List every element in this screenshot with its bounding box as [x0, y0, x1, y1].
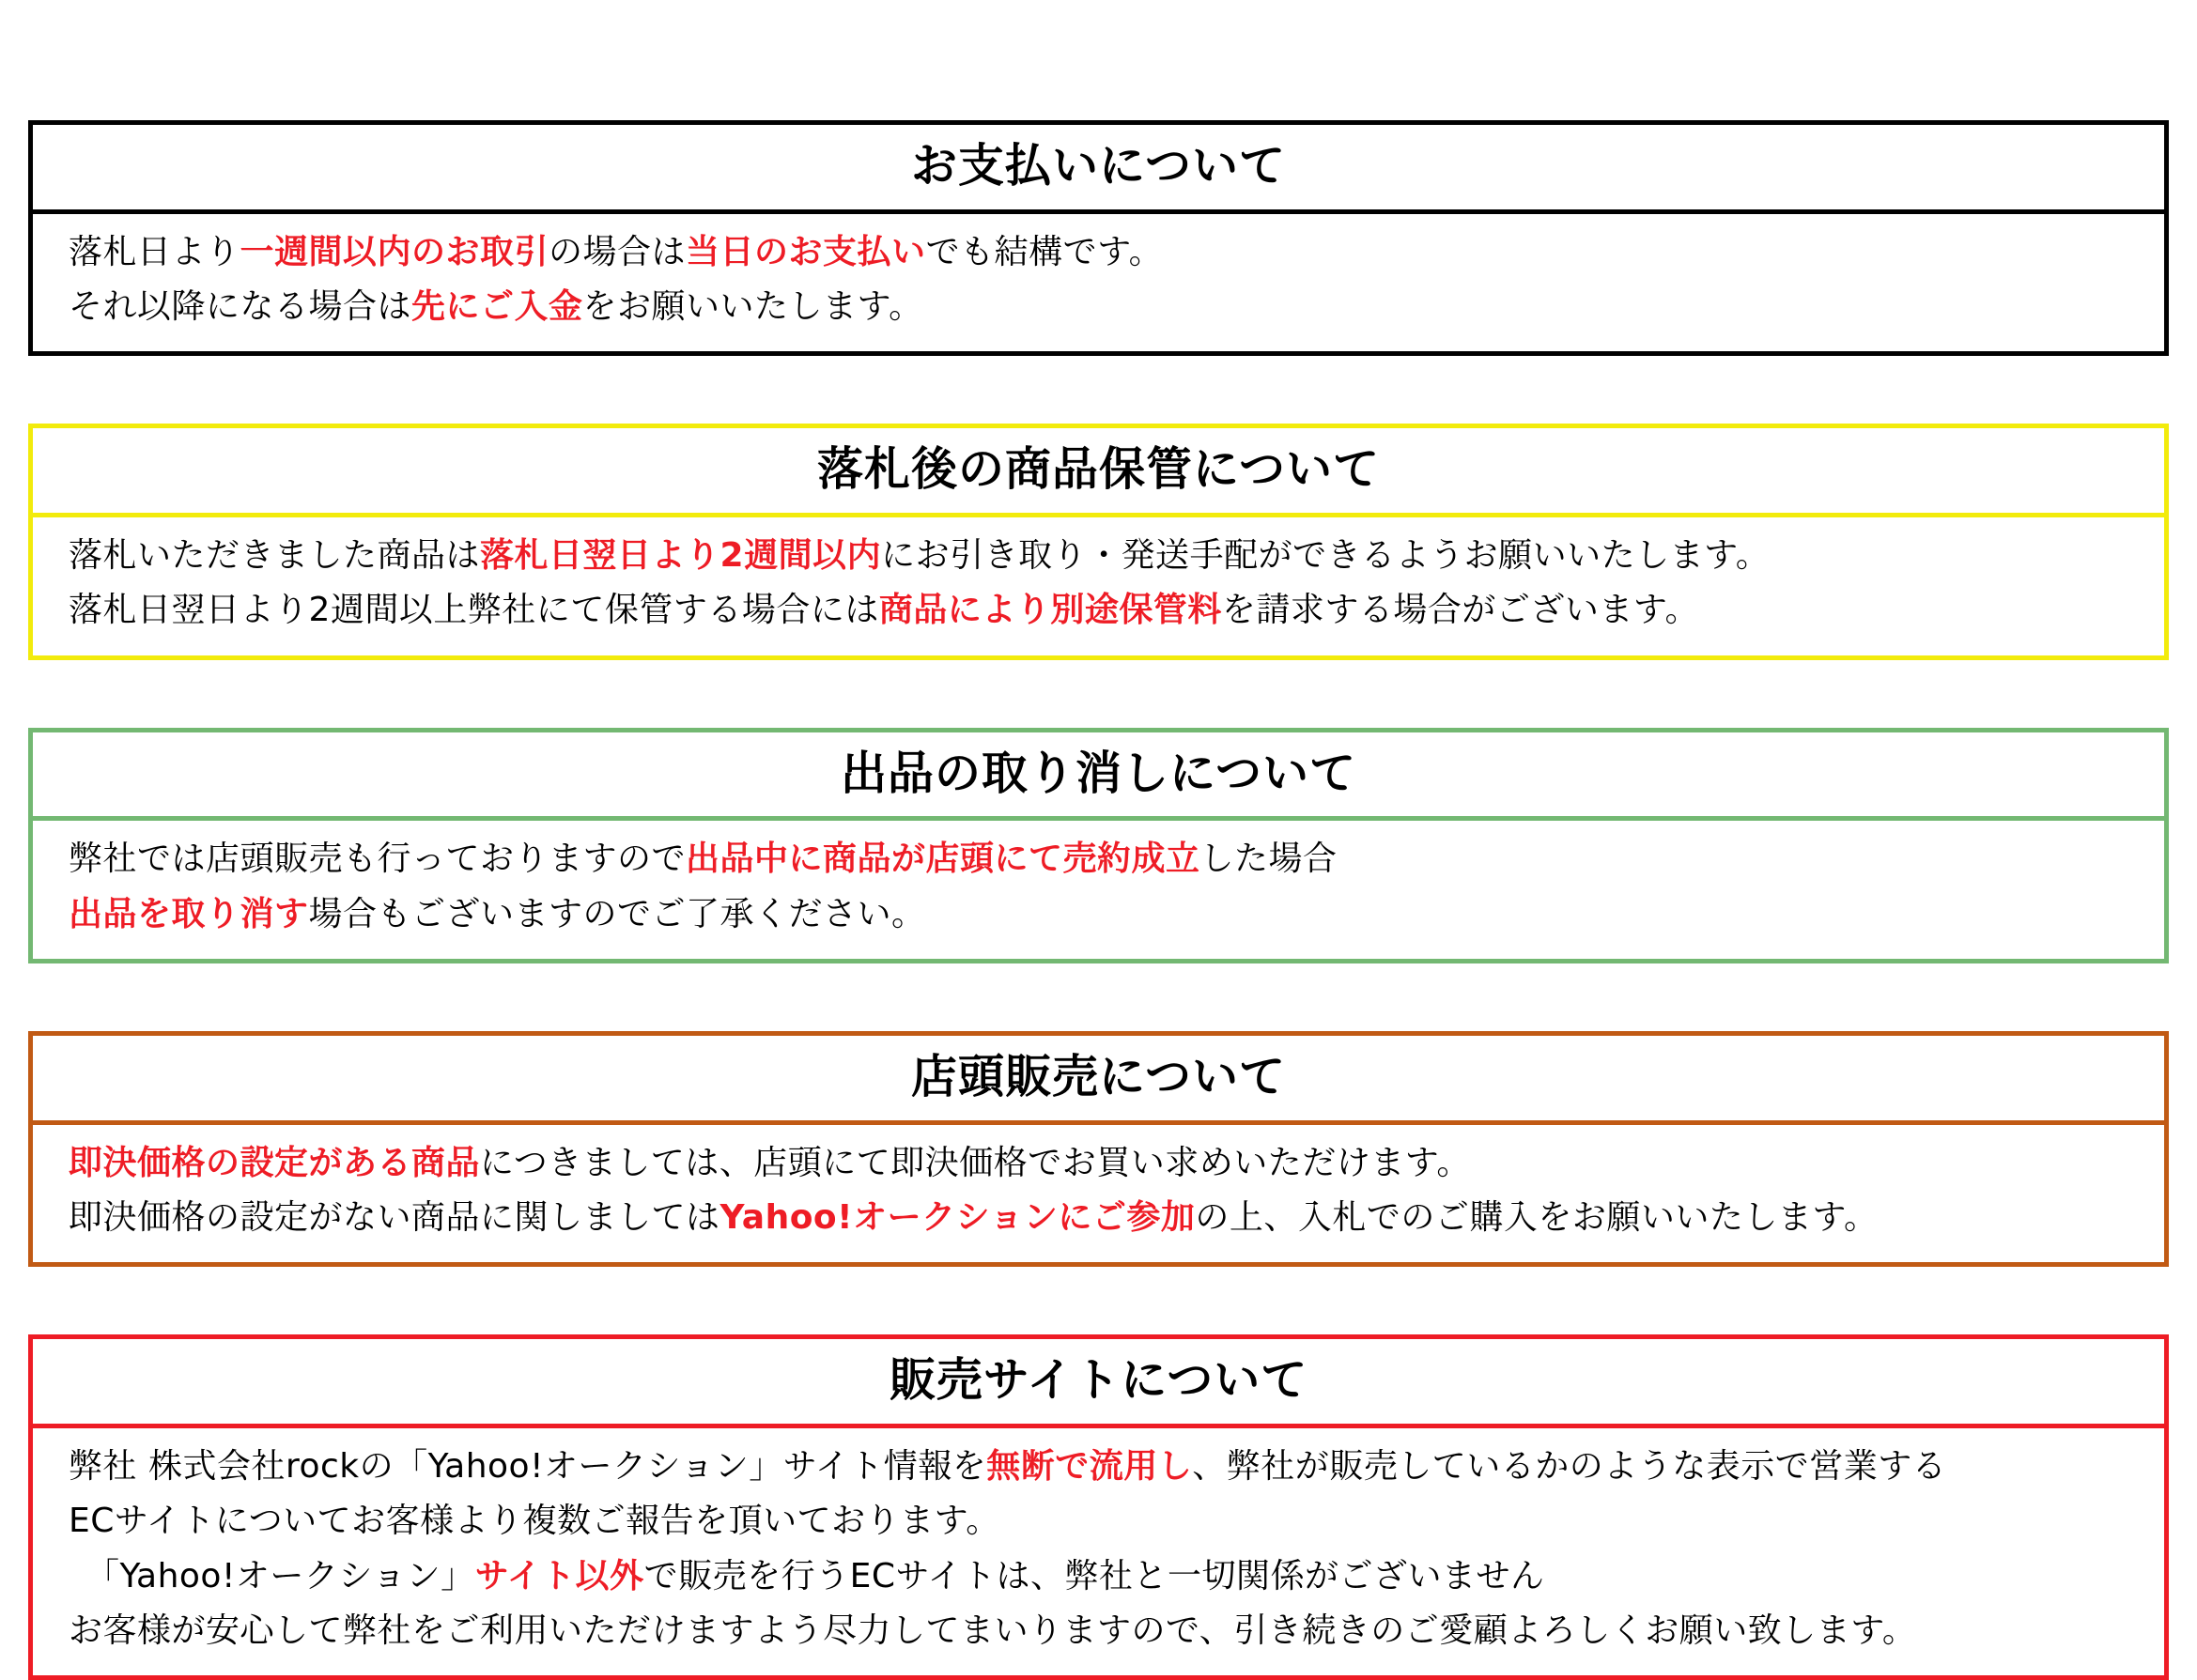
text-line [69, 1604, 2128, 1658]
text-run: 落札いただきました商品は [69, 536, 481, 575]
section-title-payment: お支払いについて [33, 125, 2164, 214]
text-run: の場合は [549, 232, 687, 271]
text-line [69, 280, 2128, 334]
text-run: 場合もございますのでご了承ください。 [308, 894, 926, 933]
text-run-highlight: Yahoo!オークションにご参加 [719, 1197, 1196, 1237]
text-line [69, 1440, 2128, 1494]
text-line [69, 1549, 2128, 1604]
text-line [69, 583, 2128, 638]
text-line [69, 529, 2128, 583]
text-run-highlight: サイト以外 [474, 1556, 644, 1595]
text-line [69, 832, 2128, 886]
text-run: それ以降になる場合は [69, 287, 412, 326]
text-run: ECサイトについてお客様より複数ご報告を頂いております。 [69, 1502, 1000, 1541]
text-run: お客様が安心して弊社をご利用いただけますよう尽力してまいりますので、引き続きのご愛顧よろしくお願い致します。 [69, 1611, 1917, 1650]
text-run: につきましては、店頭にて即決価格でお買い求めいただけます。 [480, 1143, 1471, 1182]
section-body-sales-site [33, 1428, 2164, 1675]
text-run: 即決価格の設定がない商品に関しましては [69, 1197, 720, 1237]
text-line [69, 225, 2128, 280]
section-cancellation [28, 728, 2169, 963]
text-run-highlight: 先にご入金 [411, 287, 583, 326]
text-run-highlight: 落札日翌日より2週間以内 [480, 536, 882, 575]
text-line [69, 887, 2128, 942]
text-line [69, 1136, 2128, 1191]
text-run-highlight: 商品により別途保管料 [878, 591, 1222, 630]
text-run: した場合 [1199, 840, 1338, 879]
text-run: にお引き取り・発送手配ができるようお願いいたします。 [881, 536, 1771, 575]
text-run-highlight: 無断で流用し [986, 1446, 1193, 1486]
text-run: 弊社 株式会社rockの「Yahoo!オークション」サイト情報を [69, 1446, 987, 1486]
text-run: をお願いいたします。 [582, 287, 923, 326]
text-run: 、弊社が販売しているかのような表示で営業する [1192, 1446, 1947, 1486]
section-title-cancellation: 出品の取り消しについて [33, 732, 2164, 822]
text-run-highlight: 出品中に商品が店頭にて売約成立 [686, 840, 1200, 879]
text-run: の上、入札でのご購入をお願いいたします。 [1195, 1197, 1879, 1237]
text-run: を請求する場合がございます。 [1221, 591, 1700, 630]
section-body-store-sales [33, 1125, 2164, 1263]
text-run: 「Yahoo!オークション」 [85, 1556, 475, 1595]
text-run-highlight: 当日のお支払い [686, 232, 926, 271]
text-run-highlight: 出品を取り消す [69, 894, 309, 933]
section-title-store-sales: 店頭販売について [33, 1036, 2164, 1125]
section-body-storage [33, 517, 2164, 655]
text-run: 弊社では店頭販売も行っておりますので [69, 840, 687, 879]
text-run-highlight: 即決価格の設定がある商品 [69, 1143, 481, 1182]
section-sales-site [28, 1334, 2169, 1680]
section-payment [28, 120, 2169, 356]
section-body-payment [33, 214, 2164, 352]
text-line [69, 1494, 2128, 1549]
text-run: でも結構です。 [925, 232, 1164, 271]
section-title-storage: 落札後の商品保管について [33, 428, 2164, 517]
text-run: 落札日より [69, 232, 240, 271]
section-title-sales-site: 販売サイトについて [33, 1339, 2164, 1428]
section-store-sales [28, 1031, 2169, 1267]
text-run-highlight: 一週間以内のお取引 [240, 232, 549, 271]
section-body-cancellation [33, 821, 2164, 959]
text-run: 落札日翌日より2週間以上弊社にて保管する場合には [69, 591, 879, 630]
section-storage [28, 424, 2169, 659]
text-line [69, 1191, 2128, 1245]
text-run: で販売を行うECサイトは、弊社と一切関係がございません [643, 1556, 1545, 1595]
